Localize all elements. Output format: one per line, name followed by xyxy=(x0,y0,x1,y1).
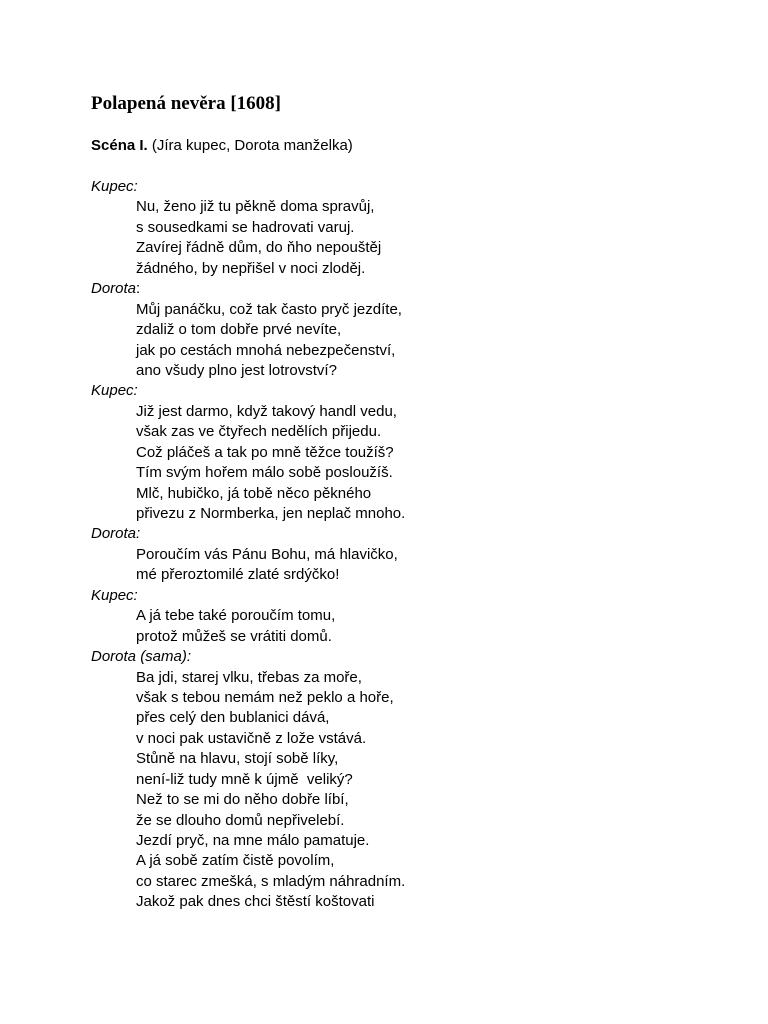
verse-line: A já sobě zatím čistě povolím, xyxy=(136,852,335,870)
scene-label: Scéna I. xyxy=(91,137,148,154)
verse-line: Jezdí pryč, na mne málo pamatuje. xyxy=(136,832,370,849)
scene-heading xyxy=(91,136,353,156)
verse-line: však zas ve čtyřech nedělích přijedu. xyxy=(136,423,382,441)
verse-line: však s tebou nemám než peklo a hoře, xyxy=(136,688,394,706)
verse-line: přes celý den bublanici dává, xyxy=(136,709,330,727)
speaker-name: Kupec: xyxy=(91,382,138,400)
speaker-name: Dorota: xyxy=(91,525,141,543)
speaker-label xyxy=(91,524,405,544)
verse-line: žádného, by nepřišel v noci zloděj. xyxy=(136,259,366,277)
verse-line: Stůně na hlavu, stojí sobě líky, xyxy=(136,750,339,768)
verse-line: protož můžeš se vrátiti domů. xyxy=(136,627,332,645)
speaker-label xyxy=(91,647,405,667)
verse-line: Ba jdi, starej vlku, třebas za moře, xyxy=(136,668,362,686)
speaker-label xyxy=(91,381,405,401)
speaker-label xyxy=(91,586,405,606)
verse-line: Poroučím vás Pánu Bohu, má hlavičko, xyxy=(136,545,398,563)
verse-line: A já tebe také poroučím tomu, xyxy=(136,607,336,625)
speaker-label xyxy=(91,279,405,299)
verse-line: není-liž tudy mně k újmě veliký? xyxy=(136,770,353,788)
verse-line: Již jest darmo, když takový handl vedu, xyxy=(136,402,397,420)
verse-line: zdaliž o tom dobře prvé nevíte, xyxy=(136,321,342,339)
verse-line: Jakož pak dnes chci štěstí koštovati xyxy=(136,893,375,911)
scene-cast: (Jíra kupec, Dorota manželka) xyxy=(151,137,353,154)
verse-line: Můj panáčku, což tak často pryč jezdíte, xyxy=(136,300,402,318)
verse-line: Tím svým hořem málo sobě posloužíš. xyxy=(136,464,393,482)
verse-line: Nu, ženo již tu pěkně doma spravůj, xyxy=(136,198,375,216)
verse-line: Což pláčeš a tak po mně těžce toužíš? xyxy=(136,443,394,461)
verse-line: ano všudy plno jest lotrovství? xyxy=(136,361,337,379)
speaker-name: Kupec: xyxy=(91,178,138,195)
verse-line: přivezu z Normberka, jen neplač mnoho. xyxy=(136,505,406,522)
verse-line: Zavírej řádně dům, do ňho nepouštěj xyxy=(136,239,382,257)
speaker-name: Kupec: xyxy=(91,586,138,604)
speaker-name: Dorota (sama): xyxy=(91,648,192,666)
speaker-name: Dorota xyxy=(91,280,137,298)
speaker-label xyxy=(91,177,405,197)
verse-line: že se dlouho domů nepřivelebí. xyxy=(136,811,345,829)
verse-line: Než to se mi do něho dobře líbí, xyxy=(136,791,349,809)
verse-line: v noci pak ustavičně z lože vstává. xyxy=(136,729,367,747)
verse-line: s sousedkami se hadrovati varuj. xyxy=(136,218,355,236)
speaker-colon: : xyxy=(136,280,141,298)
verse-line: jak po cestách mnohá nebezpečenství, xyxy=(136,341,396,359)
document-title: Polapená nevěra [1608] xyxy=(91,93,281,114)
verse-line: co starec zmešká, s mladým náhradním. xyxy=(136,872,406,890)
verse-line: mé přeroztomilé zlaté srdýčko! xyxy=(136,566,340,584)
verse-line: Mlč, hubičko, já tobě něco pěkného xyxy=(136,484,372,502)
play-text xyxy=(91,177,405,913)
